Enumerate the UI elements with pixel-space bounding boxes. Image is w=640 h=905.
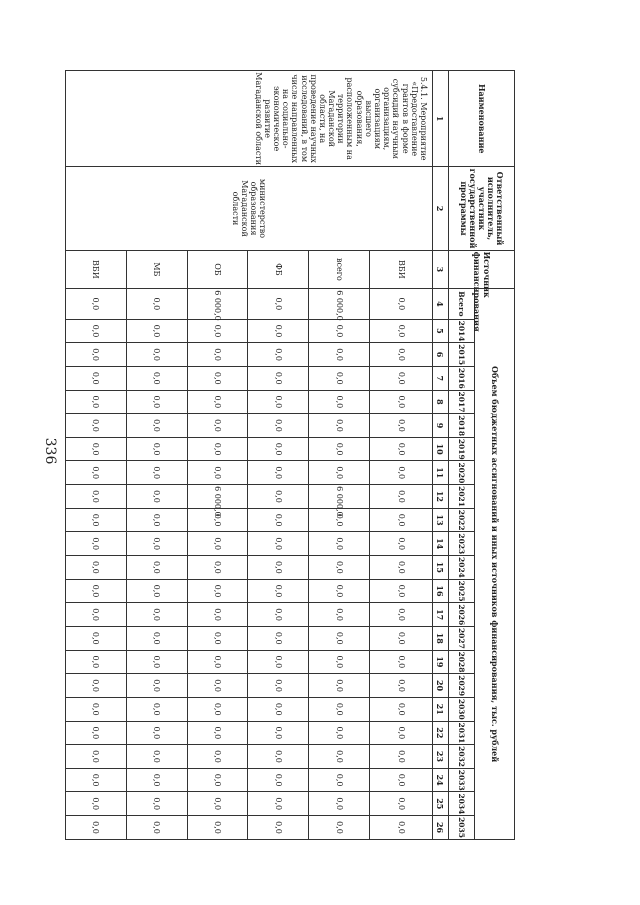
value-cell: 0,0 (309, 414, 370, 438)
value-cell: 0,0 (66, 366, 127, 390)
value-cell: 0,0 (126, 437, 187, 461)
value-cell: 0,0 (66, 289, 127, 319)
column-number: 15 (433, 556, 449, 580)
header-year: 2034 (449, 792, 475, 816)
value-cell: 0,0 (66, 556, 127, 580)
value-cell: 0,0 (309, 626, 370, 650)
column-number: 13 (433, 508, 449, 532)
value-cell: 0,0 (66, 768, 127, 792)
column-number: 10 (433, 437, 449, 461)
column-number: 11 (433, 461, 449, 485)
value-cell: 0,0 (187, 414, 248, 438)
value-cell: 0,0 (126, 461, 187, 485)
value-cell: 0,0 (248, 603, 309, 627)
value-cell: 0,0 (248, 289, 309, 319)
value-cell: 0,0 (126, 697, 187, 721)
value-cell: 0,0 (187, 532, 248, 556)
column-number: 2 (433, 167, 449, 250)
value-cell: 6 000,0 (309, 289, 370, 319)
column-number: 26 (433, 816, 449, 840)
value-cell: 0,0 (66, 508, 127, 532)
header-year: 2024 (449, 556, 475, 580)
source-cell: всего (309, 250, 370, 289)
value-cell: 0,0 (248, 319, 309, 343)
measure-executor: министерство образования Магаданской области (66, 167, 433, 250)
header-year: 2033 (449, 768, 475, 792)
value-cell: 0,0 (370, 674, 433, 698)
value-cell: 0,0 (248, 768, 309, 792)
value-cell: 0,0 (187, 390, 248, 414)
column-number: 3 (433, 250, 449, 289)
value-cell: 0,0 (66, 792, 127, 816)
value-cell: 0,0 (66, 319, 127, 343)
header-executor: Ответственный исполнитель, участник государственной программы (449, 167, 515, 250)
value-cell: 0,0 (126, 508, 187, 532)
column-number: 1 (433, 71, 449, 167)
value-cell: 0,0 (187, 556, 248, 580)
value-cell: 0,0 (370, 319, 433, 343)
header-year: 2029 (449, 674, 475, 698)
value-cell: 0,0 (187, 697, 248, 721)
value-cell: 0,0 (126, 768, 187, 792)
source-cell: ВБИ (66, 250, 127, 289)
column-number: 8 (433, 390, 449, 414)
column-number: 9 (433, 414, 449, 438)
value-cell: 0,0 (248, 579, 309, 603)
source-cell: ОБ (187, 250, 248, 289)
value-cell: 0,0 (66, 485, 127, 509)
value-cell: 0,0 (66, 437, 127, 461)
value-cell: 0,0 (187, 603, 248, 627)
value-cell: 0,0 (309, 745, 370, 769)
column-number: 4 (433, 289, 449, 319)
value-cell: 0,0 (126, 626, 187, 650)
value-cell: 0,0 (66, 650, 127, 674)
value-cell: 0,0 (66, 816, 127, 840)
value-cell: 0,0 (126, 579, 187, 603)
value-cell: 0,0 (309, 532, 370, 556)
column-number: 16 (433, 579, 449, 603)
value-cell: 0,0 (187, 674, 248, 698)
value-cell: 0,0 (309, 603, 370, 627)
value-cell: 0,0 (248, 626, 309, 650)
value-cell: 0,0 (370, 532, 433, 556)
column-number: 17 (433, 603, 449, 627)
column-number: 24 (433, 768, 449, 792)
column-number: 6 (433, 343, 449, 367)
value-cell: 0,0 (248, 745, 309, 769)
value-cell: 0,0 (187, 650, 248, 674)
column-number: 14 (433, 532, 449, 556)
value-cell: 0,0 (309, 461, 370, 485)
value-cell: 0,0 (309, 721, 370, 745)
value-cell: 0,0 (126, 414, 187, 438)
value-cell: 0,0 (126, 366, 187, 390)
value-cell: 0,0 (370, 792, 433, 816)
value-cell: 0,0 (370, 461, 433, 485)
value-cell: 0,0 (187, 343, 248, 367)
value-cell: 0,0 (248, 461, 309, 485)
value-cell: 0,0 (187, 745, 248, 769)
value-cell: 0,0 (370, 508, 433, 532)
header-year: 2016 (449, 366, 475, 390)
value-cell: 0,0 (309, 319, 370, 343)
value-cell: 0,0 (126, 390, 187, 414)
header-year: 2025 (449, 579, 475, 603)
value-cell: 0,0 (248, 343, 309, 367)
value-cell: 0,0 (126, 603, 187, 627)
header-volume: Объем бюджетных ассигнований и иных источников финансирования, тыс. рублей (475, 289, 515, 840)
value-cell: 0,0 (309, 556, 370, 580)
value-cell: 0,0 (66, 697, 127, 721)
value-cell: 0,0 (187, 319, 248, 343)
header-year: 2022 (449, 508, 475, 532)
value-cell: 0,0 (187, 792, 248, 816)
value-cell: 0,0 (370, 745, 433, 769)
header-year: 2018 (449, 414, 475, 438)
value-cell: 0,0 (370, 414, 433, 438)
header-year: 2019 (449, 437, 475, 461)
header-year: 2026 (449, 603, 475, 627)
column-number: 21 (433, 697, 449, 721)
column-number: 19 (433, 650, 449, 674)
value-cell: 0,0 (309, 508, 370, 532)
value-cell: 0,0 (187, 816, 248, 840)
value-cell: 0,0 (370, 437, 433, 461)
value-cell: 0,0 (370, 366, 433, 390)
header-year: 2017 (449, 390, 475, 414)
header-year: 2031 (449, 721, 475, 745)
source-cell: МБ (126, 250, 187, 289)
value-cell: 0,0 (370, 697, 433, 721)
value-cell: 0,0 (187, 508, 248, 532)
value-cell: 0,0 (309, 650, 370, 674)
value-cell: 0,0 (126, 532, 187, 556)
header-year: 2020 (449, 461, 475, 485)
value-cell: 0,0 (66, 745, 127, 769)
value-cell: 0,0 (370, 816, 433, 840)
column-number: 12 (433, 485, 449, 509)
value-cell: 0,0 (248, 697, 309, 721)
value-cell: 0,0 (370, 721, 433, 745)
value-cell: 6 000,0 (187, 485, 248, 509)
value-cell: 0,0 (187, 366, 248, 390)
value-cell: 0,0 (309, 579, 370, 603)
value-cell: 0,0 (187, 579, 248, 603)
value-cell: 0,0 (248, 816, 309, 840)
column-number: 23 (433, 745, 449, 769)
value-cell: 0,0 (248, 508, 309, 532)
value-cell: 0,0 (370, 626, 433, 650)
header-year: 2021 (449, 485, 475, 509)
value-cell: 0,0 (187, 461, 248, 485)
column-number: 20 (433, 674, 449, 698)
value-cell: 0,0 (309, 792, 370, 816)
value-cell: 0,0 (309, 343, 370, 367)
budget-table-rotated (65, 70, 515, 840)
value-cell: 0,0 (370, 768, 433, 792)
value-cell: 0,0 (126, 289, 187, 319)
column-number: 25 (433, 792, 449, 816)
value-cell: 0,0 (126, 485, 187, 509)
value-cell: 0,0 (248, 366, 309, 390)
value-cell: 0,0 (126, 319, 187, 343)
value-cell: 0,0 (370, 343, 433, 367)
value-cell: 0,0 (248, 721, 309, 745)
value-cell: 0,0 (309, 674, 370, 698)
value-cell: 0,0 (309, 437, 370, 461)
value-cell: 0,0 (309, 697, 370, 721)
value-cell: 0,0 (66, 579, 127, 603)
page-number: 336 (42, 437, 58, 465)
value-cell: 0,0 (370, 579, 433, 603)
value-cell: 0,0 (66, 461, 127, 485)
value-cell: 0,0 (309, 816, 370, 840)
header-year: 2015 (449, 343, 475, 367)
value-cell: 0,0 (126, 343, 187, 367)
value-cell: 0,0 (248, 485, 309, 509)
column-number: 18 (433, 626, 449, 650)
header-total: Всего (449, 289, 475, 319)
value-cell: 0,0 (370, 556, 433, 580)
value-cell: 0,0 (66, 721, 127, 745)
value-cell: 0,0 (126, 556, 187, 580)
header-year: 2030 (449, 697, 475, 721)
value-cell: 0,0 (309, 366, 370, 390)
source-cell: ВБИ (370, 250, 433, 289)
column-number: 7 (433, 366, 449, 390)
header-name: Наименование (449, 71, 515, 167)
value-cell: 6 000,0 (309, 485, 370, 509)
value-cell: 0,0 (370, 390, 433, 414)
value-cell: 0,0 (66, 674, 127, 698)
value-cell: 0,0 (126, 721, 187, 745)
header-year: 2028 (449, 650, 475, 674)
value-cell: 0,0 (187, 626, 248, 650)
budget-table (65, 70, 515, 840)
value-cell: 0,0 (126, 816, 187, 840)
value-cell: 0,0 (126, 650, 187, 674)
value-cell: 0,0 (309, 768, 370, 792)
header-year: 2027 (449, 626, 475, 650)
value-cell: 0,0 (370, 603, 433, 627)
value-cell: 0,0 (248, 674, 309, 698)
value-cell: 0,0 (370, 650, 433, 674)
value-cell: 0,0 (248, 532, 309, 556)
value-cell: 0,0 (248, 414, 309, 438)
value-cell: 0,0 (66, 603, 127, 627)
value-cell: 0,0 (126, 745, 187, 769)
column-number: 5 (433, 319, 449, 343)
value-cell: 0,0 (126, 674, 187, 698)
value-cell: 0,0 (187, 437, 248, 461)
measure-name: 5.4.1. Мероприятие «Предоставление грантов в форме субсидий научным организациям, организациям высшего образования, расположенным на территории Магаданской области, на проведение научных исследований, в том числе направленных на социально-экономическое развитие Магаданской области (66, 71, 433, 167)
header-year: 2023 (449, 532, 475, 556)
value-cell: 0,0 (187, 721, 248, 745)
value-cell: 0,0 (187, 768, 248, 792)
value-cell: 0,0 (309, 390, 370, 414)
source-cell: ФБ (248, 250, 309, 289)
header-year: 2035 (449, 816, 475, 840)
value-cell: 0,0 (248, 792, 309, 816)
value-cell: 0,0 (248, 556, 309, 580)
value-cell: 0,0 (66, 390, 127, 414)
header-year: 2032 (449, 745, 475, 769)
header-year: 2014 (449, 319, 475, 343)
value-cell: 0,0 (66, 414, 127, 438)
header-source: Источник финансирования (449, 250, 515, 289)
value-cell: 0,0 (126, 792, 187, 816)
value-cell: 0,0 (370, 485, 433, 509)
value-cell: 0,0 (248, 390, 309, 414)
value-cell: 6 000,0 (187, 289, 248, 319)
value-cell: 0,0 (66, 626, 127, 650)
value-cell: 0,0 (248, 437, 309, 461)
column-number: 22 (433, 721, 449, 745)
value-cell: 0,0 (248, 650, 309, 674)
value-cell: 0,0 (66, 532, 127, 556)
value-cell: 0,0 (370, 289, 433, 319)
value-cell: 0,0 (66, 343, 127, 367)
